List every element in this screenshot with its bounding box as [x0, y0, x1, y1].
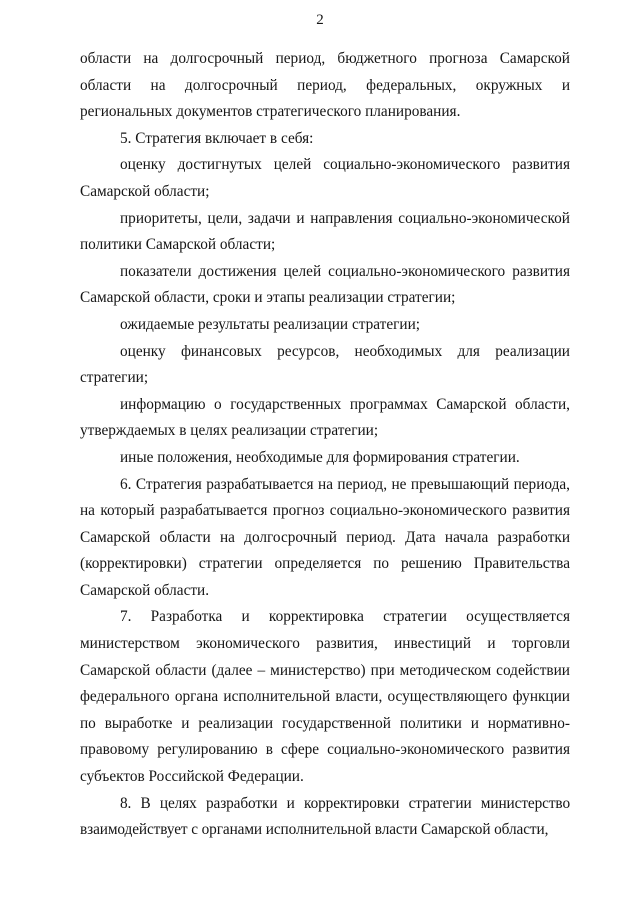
paragraph-item-8: 8. В целях разработки и корректировки стратегии министерство взаимодействует с органами исполнительной власти Самарской области, [80, 794, 570, 839]
page-number: 2 [316, 12, 324, 28]
list-item-assessment: оценку достигнутых целей социально-экономического развития Самарской области; [80, 156, 570, 200]
document-body [80, 46, 570, 844]
list-item-priorities: приоритеты, цели, задачи и направления социально-экономической политики Самарской области; [80, 209, 570, 254]
paragraph-item-5: 5. Стратегия включает в себя: [120, 129, 314, 147]
list-item-expected-results: ожидаемые результаты реализации стратегии; [120, 315, 421, 333]
list-item-other-provisions: иные положения, необходимые для формирования стратегии. [120, 448, 520, 466]
paragraph-item-6: 6. Стратегия разрабатывается на период, не превышающий периода, на который разрабатывается прогноз социально-экономического развития Самарской области на долгосрочный период. Дата начала разработки (корректировки) стратегии определяется по решению Правительства Самарской области. [80, 475, 570, 599]
list-item-financial-resources: оценку финансовых ресурсов, необходимых для реализации стратегии; [80, 342, 570, 387]
list-item-indicators: показатели достижения целей социально-экономического развития Самарской области, сроки и этапы реализации стратегии; [80, 262, 570, 307]
paragraph-item-7: 7. Разработка и корректировка стратегии осуществляется министерством экономического развития, инвестиций и торговли Самарской области (далее – министерство) при методическом содействии федерального органа исполнительной власти, осуществляющего функции по выработке и реализации государственной политики и нормативно-правовому регулированию в сфере социально-экономического развития субъектов Российской Федерации. [80, 608, 570, 786]
list-item-state-programs: информацию о государственных программах Самарской области, утверждаемых в целях реализации стратегии; [80, 395, 570, 440]
paragraph-continuation: области на долгосрочный период, бюджетного прогноза Самарской области на долгосрочный период, федеральных, окружных и региональных документов стратегического планирования. [80, 50, 570, 121]
